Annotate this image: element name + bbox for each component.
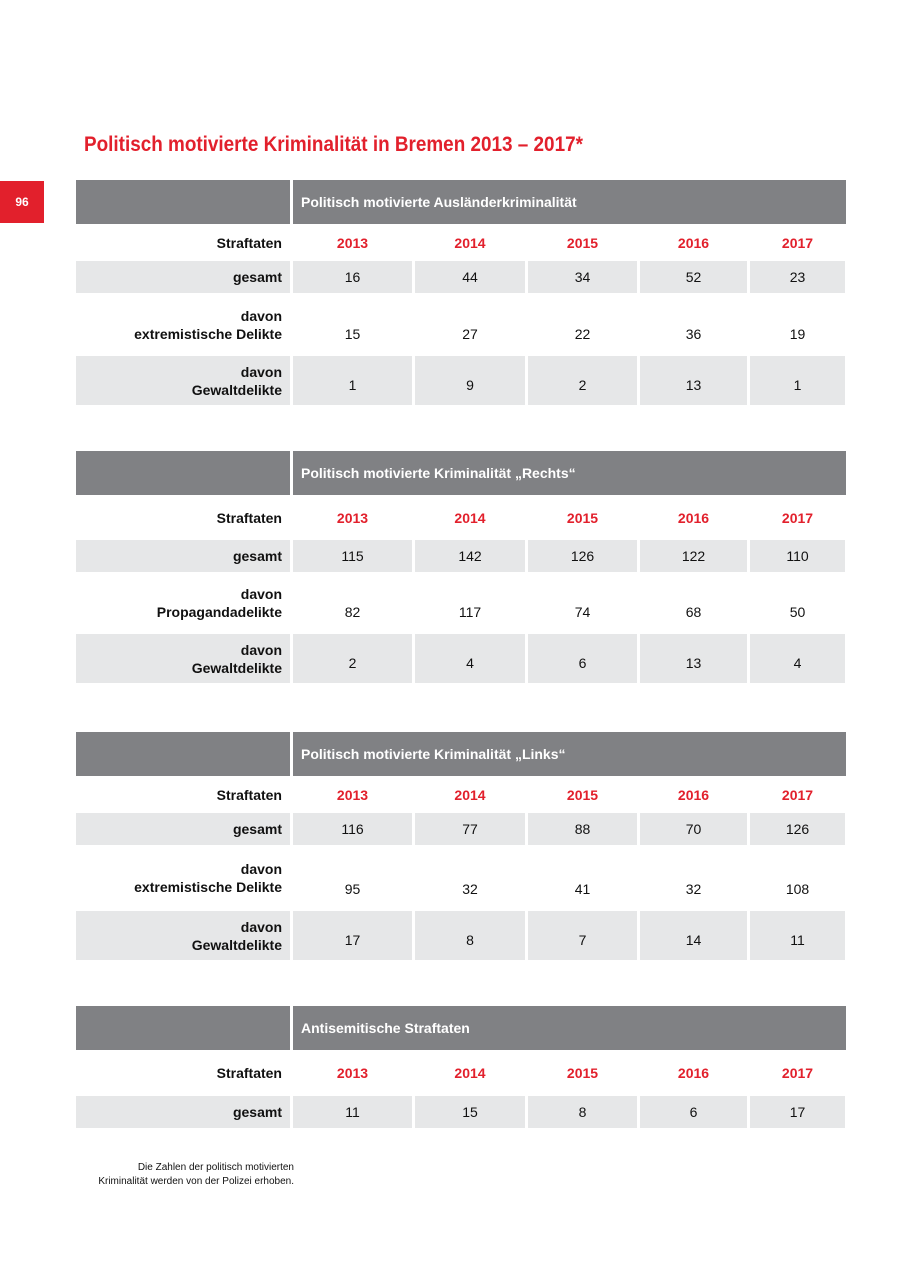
value-cell: 4 bbox=[415, 634, 525, 683]
page-number: 96 bbox=[0, 181, 44, 223]
row-label-text: gesamt bbox=[232, 821, 282, 837]
value-cell: 116 bbox=[293, 813, 412, 845]
row-label-text: gesamt bbox=[232, 548, 282, 564]
year-cell: 2013 bbox=[336, 234, 369, 251]
year-cell: 2016 bbox=[677, 786, 710, 803]
year-cell: 2013 bbox=[336, 786, 369, 803]
year-cell: 2014 bbox=[454, 234, 486, 251]
label-line: davon bbox=[240, 307, 282, 324]
label-line: extremistische Delikte bbox=[134, 325, 282, 342]
year-cell: 2014 bbox=[454, 509, 486, 526]
year-cell: 2016 bbox=[677, 234, 710, 251]
value-cell: 126 bbox=[750, 813, 845, 845]
value-cell: 23 bbox=[750, 261, 845, 293]
table-row bbox=[76, 634, 846, 683]
value-cell: 77 bbox=[415, 813, 525, 845]
row-label-text bbox=[157, 585, 282, 621]
year-cell: 2016 bbox=[677, 1065, 710, 1081]
value-cell: 6 bbox=[528, 634, 637, 683]
years-label: Straftaten bbox=[216, 234, 282, 251]
value-cell: 16 bbox=[293, 261, 412, 293]
table-row bbox=[76, 845, 846, 911]
label-line: davon bbox=[240, 918, 282, 935]
row-label bbox=[76, 293, 290, 356]
row-label-text: gesamt bbox=[232, 269, 282, 285]
value-cell: 74 bbox=[574, 604, 591, 620]
value-cell: 4 bbox=[750, 634, 845, 683]
footnote-line: Die Zahlen der politisch motivierten bbox=[137, 1162, 294, 1173]
row-label bbox=[76, 356, 290, 405]
year-cell: 2017 bbox=[781, 509, 814, 526]
value-cell: 1 bbox=[293, 356, 412, 405]
value-cell: 13 bbox=[640, 356, 747, 405]
years-label: Straftaten bbox=[216, 509, 282, 526]
value-cell: 19 bbox=[789, 326, 806, 342]
table-heading: Politisch motivierte Kriminalität „Links“ bbox=[293, 732, 846, 776]
value-cell: 11 bbox=[750, 911, 845, 960]
page-title: Politisch motivierte Kriminalität in Bremen 2013 – 2017* bbox=[84, 133, 583, 156]
value-cell: 22 bbox=[574, 326, 591, 342]
table-heading: Politisch motivierte Ausländerkriminalität bbox=[293, 180, 846, 224]
value-cell: 70 bbox=[640, 813, 747, 845]
table-row bbox=[76, 911, 846, 960]
footnote bbox=[86, 1161, 294, 1189]
value-cell: 17 bbox=[293, 911, 412, 960]
years-row bbox=[76, 776, 846, 813]
years-label: Straftaten bbox=[216, 1065, 282, 1081]
year-cell: 2013 bbox=[336, 1065, 369, 1081]
value-cell: 27 bbox=[462, 326, 478, 342]
header-blank bbox=[76, 180, 290, 224]
label-line: Gewaltdelikte bbox=[191, 936, 282, 953]
table-row bbox=[76, 572, 846, 634]
year-cell: 2015 bbox=[566, 786, 599, 803]
value-cell: 41 bbox=[574, 881, 591, 897]
header-blank bbox=[76, 451, 290, 495]
table-header bbox=[76, 732, 846, 776]
table-auslaenderkriminalitaet bbox=[76, 180, 846, 405]
value-cell: 126 bbox=[528, 540, 637, 572]
table-heading: Politisch motivierte Kriminalität „Rechts“ bbox=[293, 451, 846, 495]
value-cell: 36 bbox=[685, 326, 702, 342]
row-label-text bbox=[192, 363, 282, 399]
row-label-text: gesamt bbox=[232, 1104, 282, 1120]
value-cell: 9 bbox=[415, 356, 525, 405]
value-cell: 32 bbox=[462, 881, 478, 897]
label-line: Gewaltdelikte bbox=[191, 659, 282, 676]
value-cell: 13 bbox=[640, 634, 747, 683]
value-cell: 17 bbox=[750, 1096, 845, 1128]
row-label bbox=[76, 540, 290, 572]
value-cell: 44 bbox=[415, 261, 525, 293]
year-cell: 2016 bbox=[677, 509, 710, 526]
label-line: Gewaltdelikte bbox=[191, 381, 282, 398]
table-header bbox=[76, 451, 846, 495]
table-row bbox=[76, 261, 846, 293]
table-links bbox=[76, 732, 846, 960]
value-cell: 88 bbox=[528, 813, 637, 845]
row-label bbox=[76, 1096, 290, 1128]
year-cell: 2013 bbox=[336, 509, 369, 526]
value-cell: 110 bbox=[750, 540, 845, 572]
row-label bbox=[76, 634, 290, 683]
value-cell: 122 bbox=[640, 540, 747, 572]
label-line: extremistische Delikte bbox=[134, 879, 282, 895]
value-cell: 68 bbox=[685, 604, 702, 620]
row-label bbox=[76, 911, 290, 960]
value-cell: 115 bbox=[293, 540, 412, 572]
value-cell: 2 bbox=[528, 356, 637, 405]
table-heading: Antisemitische Straftaten bbox=[293, 1006, 846, 1050]
table-row bbox=[76, 1096, 846, 1128]
year-cell: 2015 bbox=[566, 509, 599, 526]
years-row bbox=[76, 495, 846, 540]
table-rechts bbox=[76, 451, 846, 683]
row-label bbox=[76, 845, 290, 911]
table-header bbox=[76, 1006, 846, 1050]
header-blank bbox=[76, 1006, 290, 1050]
year-cell: 2017 bbox=[781, 234, 814, 251]
year-cell: 2014 bbox=[454, 786, 486, 803]
label-line: davon bbox=[240, 363, 282, 380]
year-cell: 2015 bbox=[566, 234, 599, 251]
value-cell: 15 bbox=[415, 1096, 525, 1128]
row-label-text bbox=[192, 918, 282, 954]
years-row bbox=[76, 1050, 846, 1096]
value-cell: 52 bbox=[640, 261, 747, 293]
value-cell: 11 bbox=[293, 1096, 412, 1128]
row-label-text bbox=[134, 860, 282, 896]
table-row bbox=[76, 813, 846, 845]
row-label-text bbox=[134, 307, 282, 343]
row-label bbox=[76, 813, 290, 845]
table-row bbox=[76, 293, 846, 356]
value-cell: 7 bbox=[528, 911, 637, 960]
label-line: davon bbox=[240, 861, 282, 877]
table-header bbox=[76, 180, 846, 224]
value-cell: 1 bbox=[750, 356, 845, 405]
year-cell: 2017 bbox=[781, 786, 814, 803]
table-antisemitisch bbox=[76, 1006, 846, 1128]
footnote-line: Kriminalität werden von der Polizei erhoben. bbox=[98, 1176, 294, 1187]
label-line: davon bbox=[240, 641, 282, 658]
label-line: Propagandadelikte bbox=[156, 604, 282, 620]
value-cell: 117 bbox=[458, 604, 482, 620]
value-cell: 32 bbox=[685, 881, 702, 897]
years-label: Straftaten bbox=[216, 786, 282, 803]
header-blank bbox=[76, 732, 290, 776]
row-label bbox=[76, 572, 290, 634]
table-row bbox=[76, 356, 846, 405]
value-cell: 95 bbox=[344, 881, 361, 897]
value-cell: 108 bbox=[785, 881, 810, 897]
year-cell: 2015 bbox=[566, 1065, 599, 1081]
year-cell: 2017 bbox=[781, 1065, 814, 1081]
value-cell: 82 bbox=[344, 604, 361, 620]
value-cell: 2 bbox=[293, 634, 412, 683]
value-cell: 142 bbox=[415, 540, 525, 572]
label-line: davon bbox=[240, 586, 282, 602]
value-cell: 34 bbox=[528, 261, 637, 293]
value-cell: 6 bbox=[640, 1096, 747, 1128]
table-row bbox=[76, 540, 846, 572]
years-row bbox=[76, 224, 846, 261]
value-cell: 15 bbox=[344, 326, 361, 342]
row-label bbox=[76, 261, 290, 293]
value-cell: 8 bbox=[415, 911, 525, 960]
row-label-text bbox=[192, 641, 282, 677]
value-cell: 50 bbox=[789, 604, 806, 620]
year-cell: 2014 bbox=[454, 1065, 486, 1081]
value-cell: 8 bbox=[528, 1096, 637, 1128]
value-cell: 14 bbox=[640, 911, 747, 960]
